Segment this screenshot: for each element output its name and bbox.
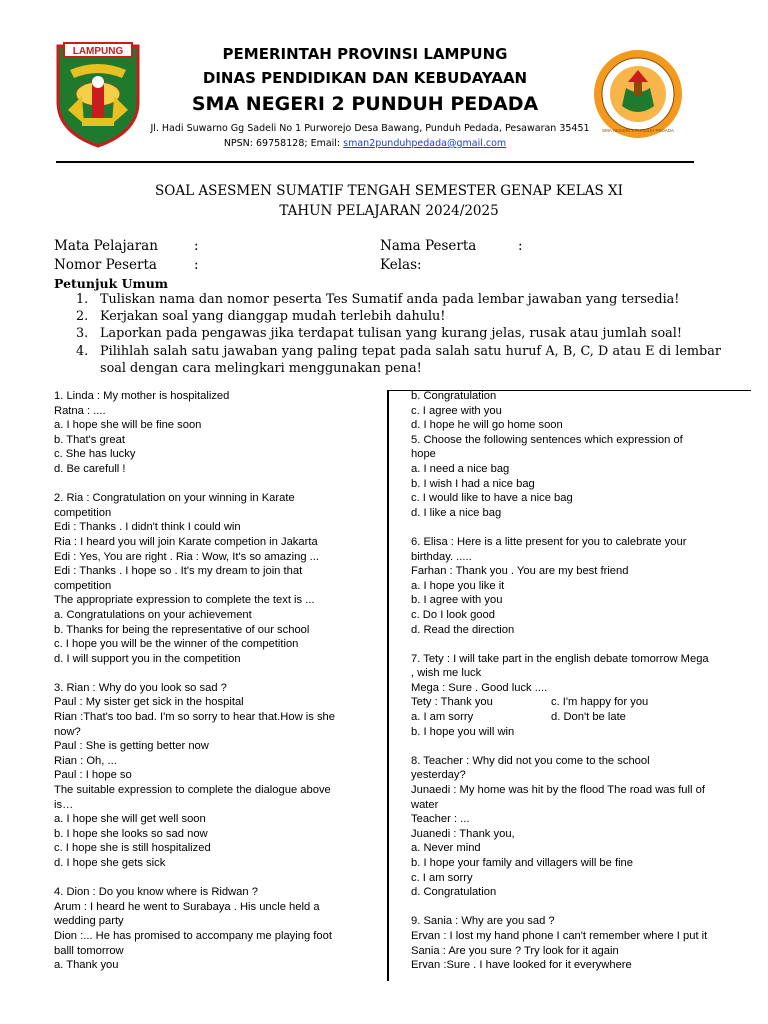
question-line: b. I hope your family and villagers will be fine bbox=[411, 857, 633, 869]
subject-label: Mata Pelajaran bbox=[54, 238, 158, 254]
question-line: 1. Linda : My mother is hospitalized bbox=[54, 390, 230, 402]
question-line: Mega : Sure . Good luck .... bbox=[411, 681, 548, 694]
question-line: yesterday? bbox=[411, 769, 466, 782]
participant-name-label: Nama Peserta bbox=[380, 238, 477, 254]
question-line: c. She has lucky bbox=[54, 448, 136, 461]
question-line: c. I hope she is still hospitalized bbox=[54, 842, 211, 855]
question-line: competition bbox=[54, 506, 112, 519]
question-line: c. Do I look good bbox=[411, 608, 495, 621]
question-line: Sania : Are you sure ? Try look for it again bbox=[411, 944, 619, 957]
participant-number-colon: : bbox=[194, 257, 199, 273]
question-line: d. Be carefull ! bbox=[54, 462, 126, 475]
question-line: 7. Tety : I will take part in the english debate tomorrow Mega bbox=[411, 652, 709, 665]
question-line: Junaedi : My home was hit by the flood The road was full of bbox=[411, 784, 705, 797]
question-line: b. Congratulation bbox=[411, 390, 497, 402]
exam-title: SOAL ASESMEN SUMATIF TENGAH SEMESTER GENAP KELAS XI bbox=[155, 183, 623, 199]
question-line: b. That's great bbox=[54, 433, 125, 446]
question-line: now? bbox=[54, 725, 81, 738]
question-spacer bbox=[411, 637, 731, 652]
question-line: c. I hope you will be the winner of the competition bbox=[54, 638, 299, 651]
question-line: Paul : I hope so bbox=[54, 769, 132, 782]
question-line bbox=[411, 695, 731, 710]
question-line: a. I hope she will get well soon bbox=[54, 813, 206, 826]
question-line: is… bbox=[54, 798, 74, 811]
question-line: 4. Dion : Do you know where is Ridwan ? bbox=[54, 886, 258, 899]
question-line: 8. Teacher : Why did not you come to the school bbox=[411, 754, 650, 767]
instruction-number: 1. bbox=[76, 292, 89, 307]
question-line: c. I am sorry bbox=[411, 871, 473, 884]
question-line: d. Congratulation bbox=[411, 886, 497, 899]
question-line: a. Never mind bbox=[411, 842, 481, 855]
question-line: Edi : Thanks . I didn't think I could win bbox=[54, 521, 241, 534]
questions-right-column bbox=[411, 389, 731, 973]
question-line: Paul : My sister get sick in the hospital bbox=[54, 696, 244, 709]
question-line: Ervan : I lost my hand phone I can't remember where I put it bbox=[411, 929, 708, 942]
instruction-number: 3. bbox=[76, 326, 89, 342]
question-line: Rian :That's too bad. I'm so sorry to hear that.How is she bbox=[54, 711, 335, 724]
participant-name-colon: : bbox=[518, 238, 523, 254]
question-line: b. I agree with you bbox=[411, 594, 503, 607]
instruction-text: Tuliskan nama dan nomor peserta Tes Sumatif anda pada lembar jawaban yang tersedia! bbox=[100, 292, 680, 307]
instruction-item bbox=[54, 308, 721, 325]
question-line: a. I hope you like it bbox=[411, 579, 505, 592]
instruction-number: 2. bbox=[76, 309, 89, 325]
lampung-province-logo bbox=[52, 40, 144, 148]
question-line: d. I hope she gets sick bbox=[54, 857, 166, 869]
question-line: water bbox=[411, 798, 439, 811]
question-spacer bbox=[411, 739, 731, 754]
school-name: SMA NEGERI 2 PUNDUH PEDADA bbox=[191, 93, 539, 115]
question-text: c. I'm happy for you bbox=[551, 696, 649, 709]
school-address: Jl. Hadi Suwarno Gg Sadeli No 1 Purworejo Desa Bawang, Punduh Pedada, Pesawaran 35451 bbox=[150, 123, 590, 134]
question-line: wedding party bbox=[54, 915, 124, 928]
government-name: PEMERINTAH PROVINSI LAMPUNG bbox=[222, 45, 508, 63]
instruction-text: Laporkan pada pengawas jika terdapat tulisan yang kurang jelas, rusak atau jumlah soal! bbox=[100, 326, 683, 342]
svg-text:LAMPUNG: LAMPUNG bbox=[72, 46, 124, 57]
question-line: b. Thanks for being the representative of our school bbox=[54, 623, 310, 636]
school-contact bbox=[150, 138, 580, 149]
question-line: Ria : I heard you will join Karate competion in Jakarta bbox=[54, 535, 318, 548]
question-text: Tety : Thank you bbox=[411, 696, 493, 709]
question-line: 3. Rian : Why do you look so sad ? bbox=[54, 681, 227, 694]
question-line: 6. Elisa : Here is a litte present for you to calebrate your bbox=[411, 535, 687, 548]
question-line: Edi : Thanks . I hope so . It's my dream to join that bbox=[54, 565, 303, 578]
questions-left-column bbox=[54, 389, 354, 973]
question-line: d. I will support you in the competition bbox=[54, 652, 241, 665]
subject-colon: : bbox=[194, 238, 199, 254]
participant-number-label: Nomor Peserta bbox=[54, 257, 157, 273]
question-spacer bbox=[54, 871, 354, 886]
column-divider bbox=[387, 390, 389, 981]
class-label: Kelas: bbox=[380, 257, 422, 273]
question-line: Teacher : ... bbox=[411, 813, 470, 826]
instructions-list bbox=[54, 291, 721, 377]
department-name: DINAS PENDIDIKAN DAN KEBUDAYAAN bbox=[202, 69, 528, 87]
question-line: The suitable expression to complete the dialogue above bbox=[54, 784, 331, 797]
instruction-text: Kerjakan soal yang dianggap mudah terlebih dahulu! bbox=[100, 309, 446, 325]
academic-year: TAHUN PELAJARAN 2024/2025 bbox=[279, 203, 499, 219]
question-line: d. I like a nice bag bbox=[411, 506, 502, 519]
instruction-number: 4. bbox=[76, 343, 89, 359]
question-line: Ervan :Sure . I have looked for it everywhere bbox=[411, 959, 632, 972]
question-line: Paul : She is getting better now bbox=[54, 740, 209, 753]
question-line: b. I wish I had a nice bag bbox=[411, 477, 535, 490]
instruction-item bbox=[54, 343, 721, 377]
question-line: balll tomorrow bbox=[54, 944, 124, 957]
question-line: Dion :... He has promised to accompany me playing foot bbox=[54, 929, 332, 942]
question-text: a. I am sorry bbox=[411, 711, 474, 724]
instruction-item bbox=[54, 291, 721, 308]
question-line: a. I need a nice bag bbox=[411, 462, 510, 475]
question-line: birthday. ..... bbox=[411, 550, 472, 563]
question-spacer bbox=[54, 477, 354, 492]
question-line: Edi : Yes, You are right . Ria : Wow, It's so amazing ... bbox=[54, 550, 319, 563]
question-line: a. I hope she will be fine soon bbox=[54, 419, 202, 432]
school-emblem-logo bbox=[592, 48, 684, 140]
instruction-item bbox=[54, 325, 721, 342]
svg-text:SMA NEGERI 2 PUNDUH PEDADA: SMA NEGERI 2 PUNDUH PEDADA bbox=[601, 128, 675, 133]
question-line: c. I would like to have a nice bag bbox=[411, 492, 573, 505]
question-line: d. I hope he will go home soon bbox=[411, 419, 563, 432]
question-line: b. I hope she looks so sad now bbox=[54, 827, 208, 840]
question-line: Rian : Oh, ... bbox=[54, 754, 117, 767]
question-spacer bbox=[411, 520, 731, 535]
instruction-text: Pilihlah salah satu jawaban yang paling tepat pada salah satu huruf A, B, C, D atau E di lembar soal dengan cara melingkari menggunakan pena! bbox=[100, 343, 721, 376]
question-line: a. Thank you bbox=[54, 959, 119, 972]
question-line: hope bbox=[411, 448, 436, 461]
question-line: d. Read the direction bbox=[411, 623, 515, 636]
question-line: a. Congratulations on your achievement bbox=[54, 608, 252, 621]
question-line: competition bbox=[54, 579, 112, 592]
question-line: Ratna : .... bbox=[54, 404, 106, 417]
question-line: 5. Choose the following sentences which expression of bbox=[411, 433, 683, 446]
header-divider bbox=[56, 161, 694, 163]
question-line: Arum : I heard he went to Surabaya . His uncle held a bbox=[54, 900, 320, 913]
email-link[interactable]: sman2punduhpedada@gmail.com bbox=[343, 138, 507, 149]
question-line: Juanedi : Thank you, bbox=[411, 827, 515, 840]
question-line bbox=[411, 710, 731, 725]
instructions-title: Petunjuk Umum bbox=[54, 276, 169, 291]
npsn-label: NPSN: 69758128; Email: bbox=[223, 138, 344, 149]
question-line: 9. Sania : Why are you sad ? bbox=[411, 915, 555, 928]
question-line: The appropriate expression to complete the text is ... bbox=[54, 594, 315, 607]
question-line: c. I agree with you bbox=[411, 404, 502, 417]
question-line: 2. Ria : Congratulation on your winning in Karate bbox=[54, 492, 295, 505]
question-text: d. Don't be late bbox=[551, 711, 626, 724]
question-line: Farhan : Thank you . You are my best friend bbox=[411, 565, 629, 578]
question-line: b. I hope you will win bbox=[411, 725, 515, 738]
question-line: , wish me luck bbox=[411, 667, 482, 680]
question-spacer bbox=[54, 666, 354, 681]
question-spacer bbox=[411, 900, 731, 915]
